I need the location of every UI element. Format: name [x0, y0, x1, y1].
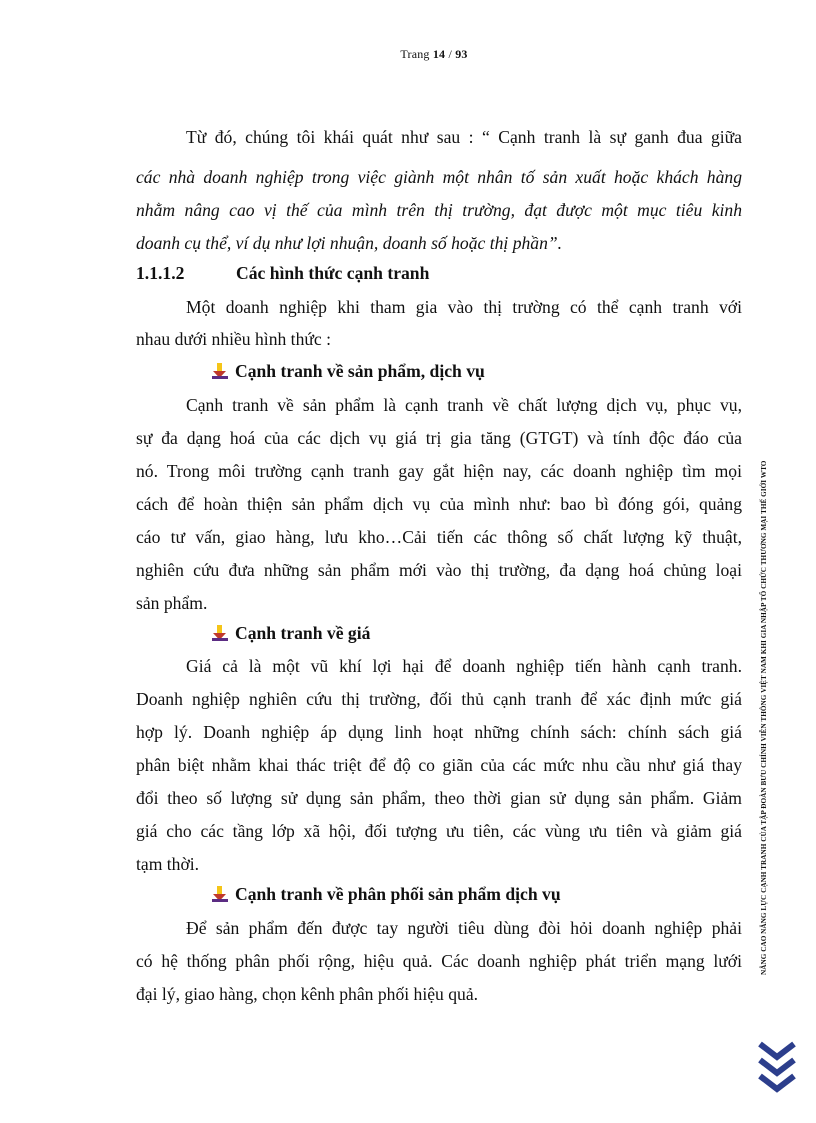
- side-title: NÂNG CAO NĂNG LỰC CẠNH TRANH CỦA TẬP ĐOÀN BƯU CHÍNH VIỄN THÔNG VIỆT NAM KHI GIA NHẬP TỔ CHỨC THƯƠNG MẠI THẾ GIỚI WTO: [760, 460, 768, 975]
- section-title: Các hình thức cạnh tranh: [236, 263, 430, 283]
- page-separator: /: [445, 47, 456, 61]
- bullet-heading: [211, 622, 370, 644]
- paragraph-line: giá cho các tầng lớp xã hội, đối tượng ưu tiên, các vùng ưu tiên và giảm giá: [136, 821, 742, 841]
- paragraph-line: Từ đó, chúng tôi khái quát như sau : “ Cạnh tranh là sự ganh đua giữa: [186, 127, 742, 147]
- paragraph-line: cách để hoàn thiện sản phẩm dịch vụ của mình như: bao bì đóng gói, quảng: [136, 494, 742, 514]
- paragraph-line: nó. Trong môi trường cạnh tranh gay gắt hiện nay, các doanh nghiệp tìm mọi: [136, 461, 742, 481]
- paragraph-line: cáo tư vấn, giao hàng, lưu kho…Cải tiến các thông số chất lượng kỹ thuật,: [136, 527, 742, 547]
- paragraph-line: Doanh nghiệp nghiên cứu thị trường, đối thủ cạnh tranh để xác định mức giá: [136, 689, 742, 709]
- bullet-heading: [211, 883, 561, 905]
- section-heading: [136, 262, 429, 284]
- arrow-bullet-icon: [211, 624, 229, 642]
- paragraph-line: hợp lý. Doanh nghiệp áp dụng linh hoạt những chính sách: chính sách giá: [136, 722, 742, 742]
- paragraph-line: đổi theo số lượng sử dụng sản phẩm, theo thời gian sử dụng sản phẩm. Giảm: [136, 788, 742, 808]
- paragraph-line: tạm thời.: [136, 854, 200, 874]
- page-current: 14: [432, 47, 446, 61]
- paragraph-line: nhau dưới nhiều hình thức :: [136, 329, 332, 349]
- paragraph-line: đại lý, giao hàng, chọn kênh phân phối hiệu quả.: [136, 984, 479, 1004]
- paragraph-line: Cạnh tranh về sản phẩm là cạnh tranh về chất lượng dịch vụ, phục vụ,: [186, 395, 742, 415]
- paragraph-line: Một doanh nghiệp khi tham gia vào thị trường có thể cạnh tranh với: [186, 297, 742, 317]
- triple-chevron-down-icon[interactable]: [756, 1040, 798, 1096]
- bullet-label: Cạnh tranh về phân phối sản phẩm dịch vụ: [235, 884, 561, 904]
- paragraph-line: nghiên cứu đưa những sản phẩm mới vào thị trường, đa dạng hoá chủng loại: [136, 560, 742, 580]
- section-number: 1.1.1.2: [136, 263, 185, 283]
- paragraph-line: nhằm nâng cao vị thế của mình trên thị trường, đạt được một mục tiêu kinh: [136, 200, 742, 220]
- paragraph-line: phân biệt nhằm khai thác triệt để độ co giãn của các mức nhu cầu như giá thay: [136, 755, 742, 775]
- paragraph-line: sản phẩm.: [136, 593, 208, 613]
- paragraph-line: có hệ thống phân phối rộng, hiệu quả. Các doanh nghiệp phát triển mạng lưới: [136, 951, 742, 971]
- page-label: Trang: [400, 47, 433, 61]
- paragraph-line: sự đa dạng hoá của các dịch vụ giá trị gia tăng (GTGT) và tính độc đáo của: [136, 428, 742, 448]
- bullet-label: Cạnh tranh về giá: [235, 623, 371, 643]
- paragraph-line: Giá cả là một vũ khí lợi hại để doanh nghiệp tiến hành cạnh tranh.: [186, 656, 742, 676]
- arrow-bullet-icon: [211, 885, 229, 903]
- arrow-bullet-icon: [211, 362, 229, 380]
- bullet-heading: [211, 360, 485, 382]
- page-total: 93: [455, 47, 468, 61]
- page-header: [0, 47, 816, 62]
- paragraph-line: các nhà doanh nghiệp trong việc giành một nhân tố sản xuất hoặc khách hàng: [136, 167, 742, 187]
- bullet-label: Cạnh tranh về sản phẩm, dịch vụ: [235, 361, 485, 381]
- paragraph-line: Để sản phẩm đến được tay người tiêu dùng đòi hỏi doanh nghiệp phải: [186, 918, 742, 938]
- paragraph-line: doanh cụ thể, ví dụ như lợi nhuận, doanh số hoặc thị phần”.: [136, 233, 563, 253]
